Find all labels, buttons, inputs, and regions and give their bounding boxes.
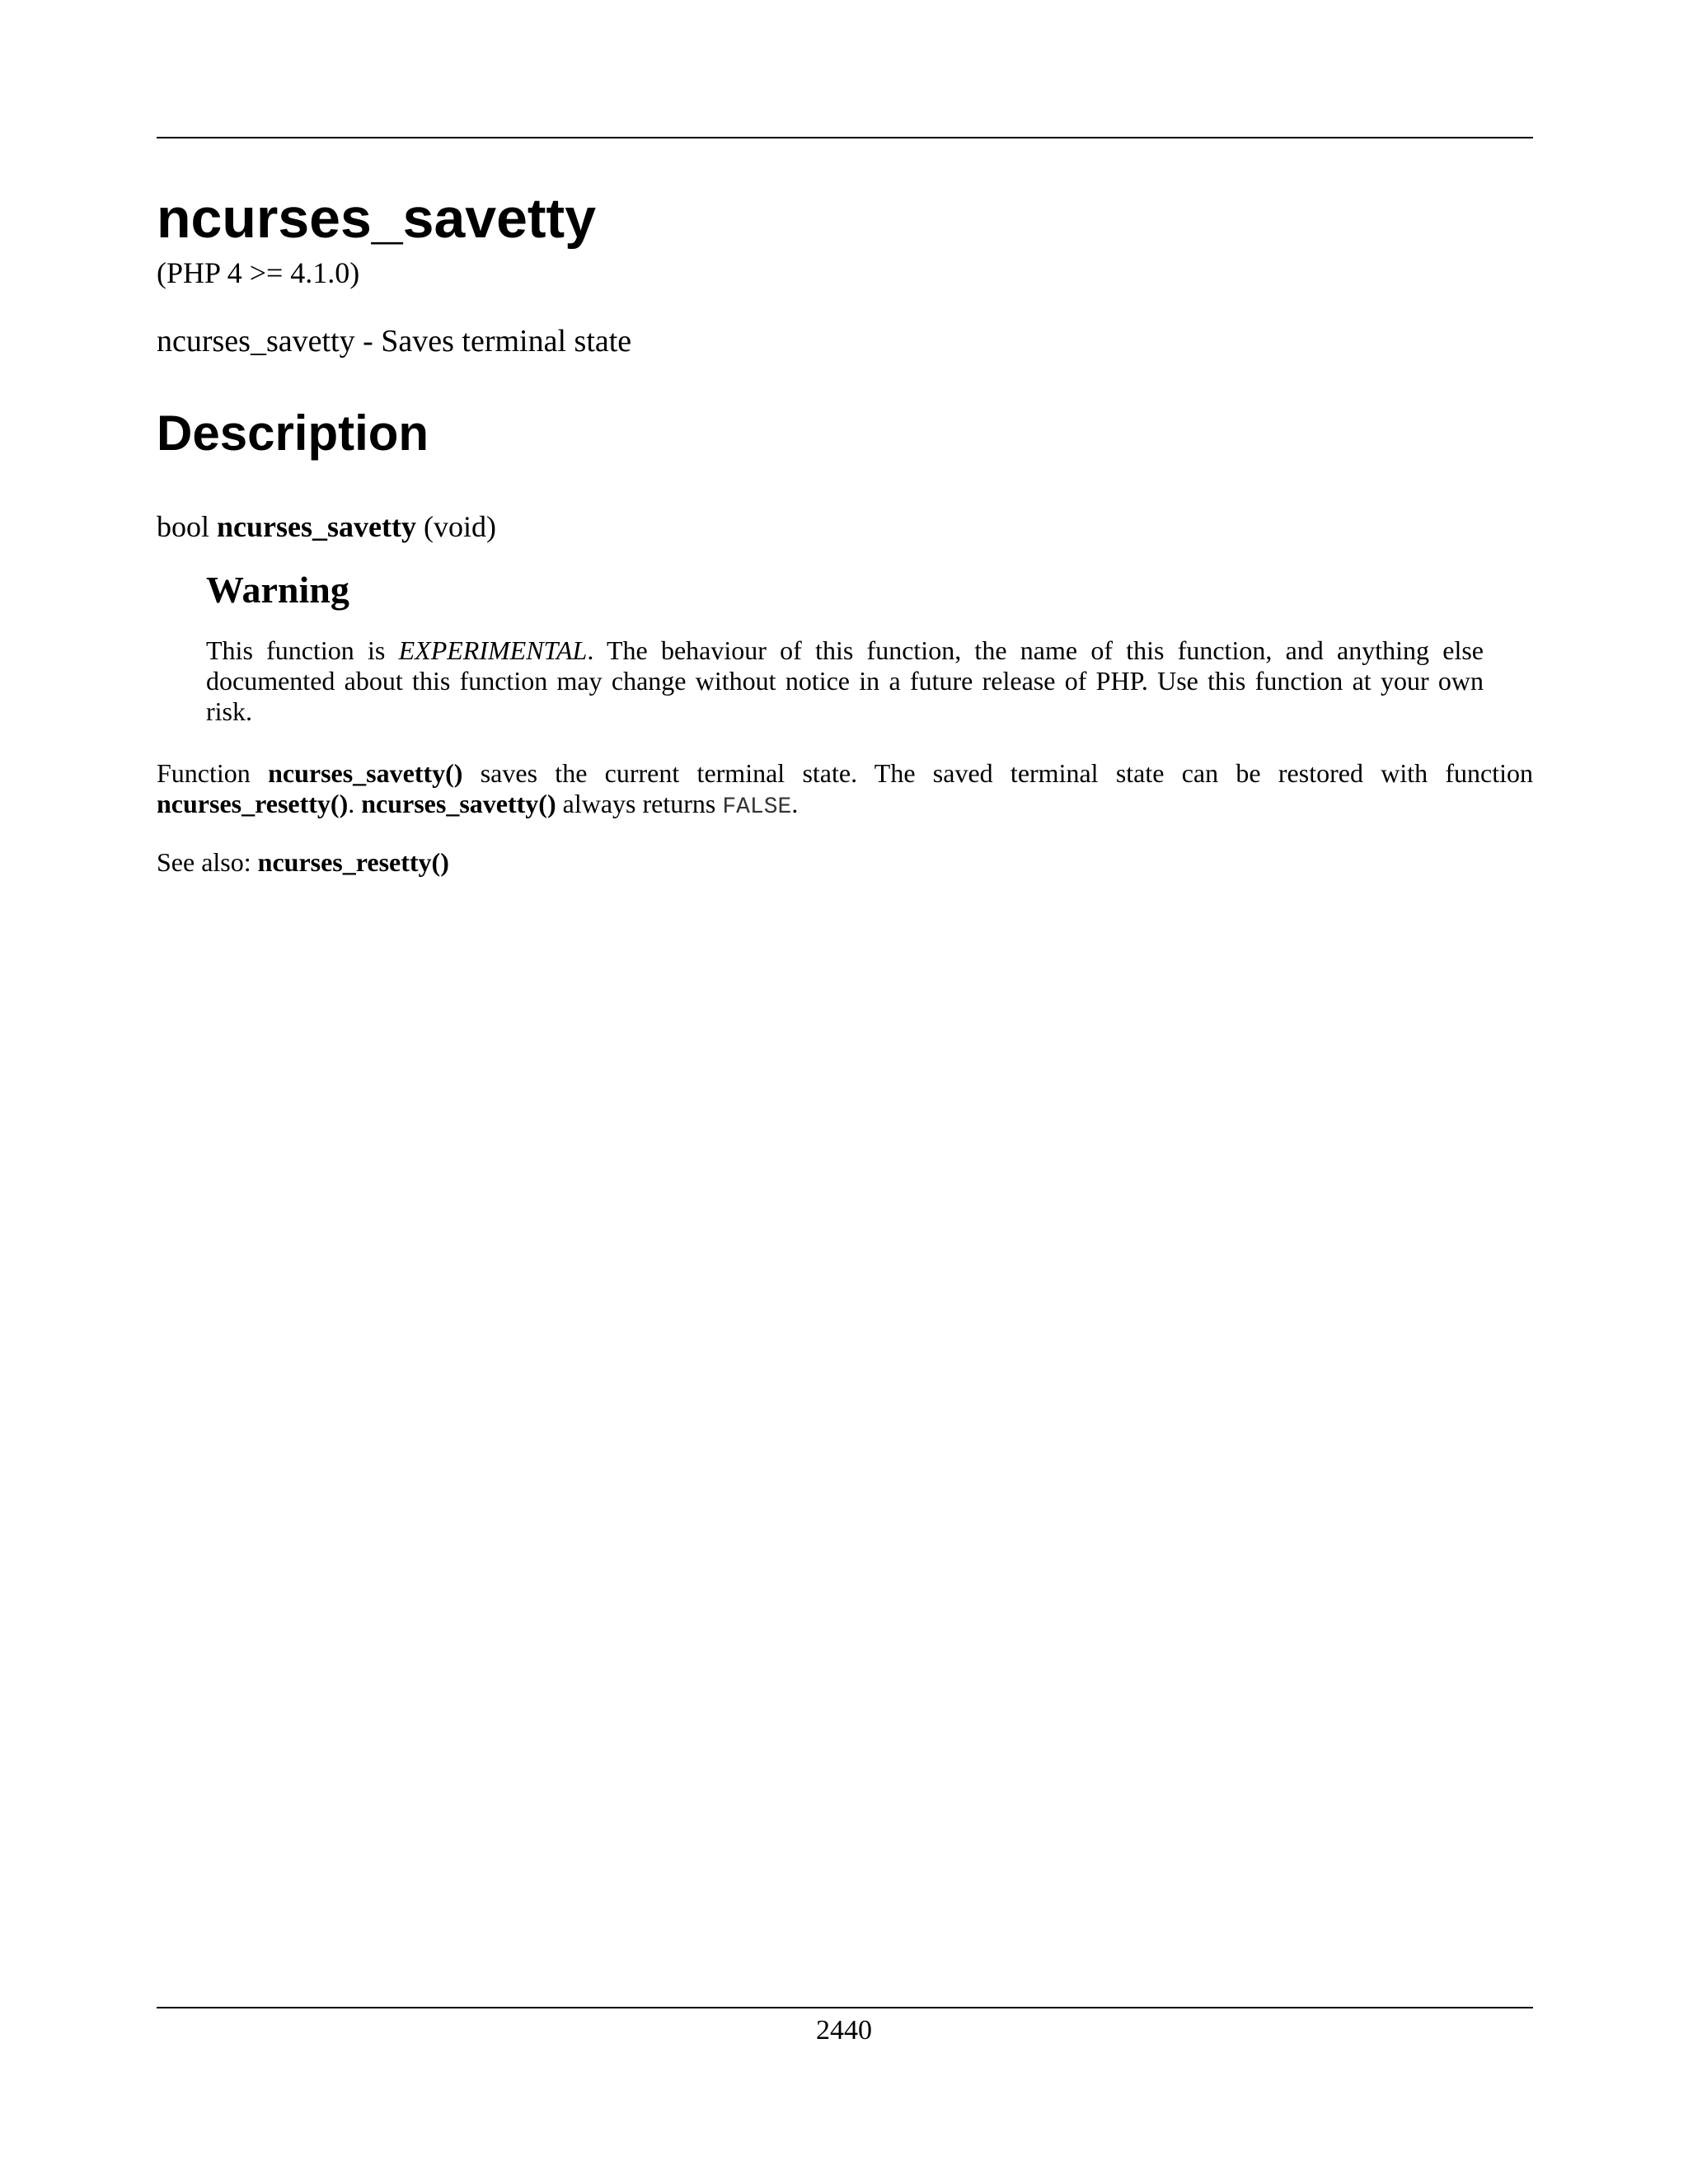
warning-text-before: This function is [206,635,399,666]
body-text-2: saves the current terminal state. The saved terminal state can be restored with function [462,758,1534,788]
warning-title: Warning [206,569,349,611]
warning-emphasis: EXPERIMENTAL [398,635,588,666]
function-synopsis [157,509,496,544]
function-ref-savetty-2[interactable]: ncurses_savetty() [361,789,556,818]
version-info: (PHP 4 >= 4.1.0) [157,256,360,289]
synopsis-params: (void) [423,510,496,543]
warning-text-after: . The behaviour of this function, the name of this function, and anything else documented about this function may change without notice in a future release of PHP. Use this function at your own risk. [206,635,1484,727]
function-ref-savetty[interactable]: ncurses_savetty() [268,758,463,788]
see-also-link-resetty[interactable]: ncurses_resetty() [257,847,449,877]
warning-block [206,567,1484,727]
body-text-4: always returns [556,789,723,818]
synopsis-return-type: bool [157,510,210,543]
refname-name: ncurses_savetty [157,324,355,359]
see-also-label: See also: [157,847,258,877]
synopsis-function-name: ncurses_savetty [217,510,416,543]
page-number: 2440 [816,2015,872,2046]
see-also [157,847,449,878]
body-text-5: . [791,789,799,818]
description-heading: Description [157,405,429,461]
footer-rule [157,2007,1533,2008]
constant-false: FALSE [722,794,792,820]
body-text-1: Function [157,758,269,788]
body-paragraph [157,758,1533,823]
function-ref-resetty[interactable]: ncurses_resetty() [157,789,349,818]
refname-separator: - [354,324,382,359]
page-title: ncurses_savetty [157,187,597,250]
refname-line [157,323,631,359]
body-text-3: . [348,789,362,818]
header-rule [157,137,1533,138]
refname-purpose: Saves terminal state [381,324,632,359]
warning-text [206,635,1484,727]
